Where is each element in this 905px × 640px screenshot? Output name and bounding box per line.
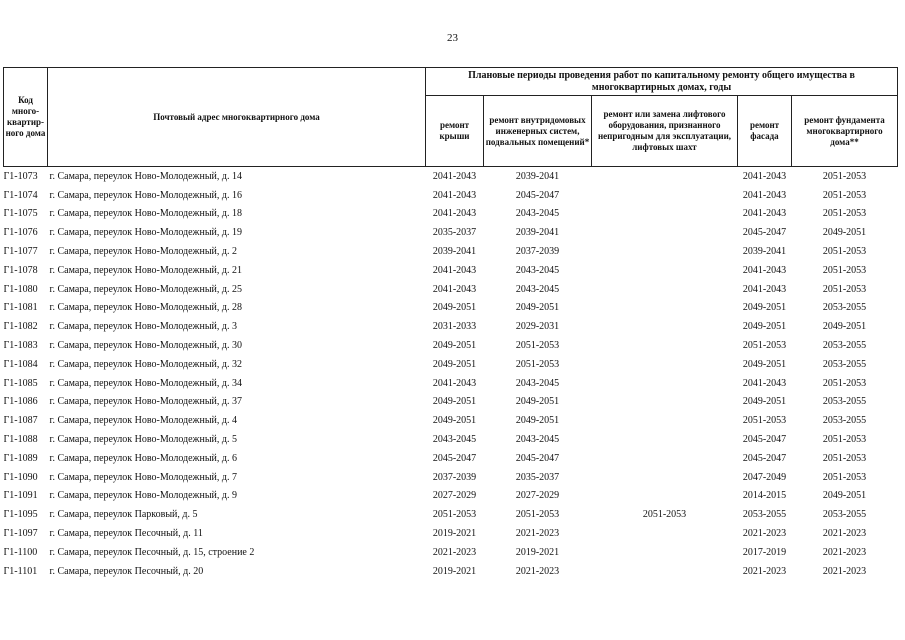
address-cell: г. Самара, переулок Ново-Молодежный, д. 28 xyxy=(49,302,242,314)
facade-cell: 2039-2041 xyxy=(742,246,787,258)
elevator-cell xyxy=(592,543,738,562)
roof-cell: 2049-2051 xyxy=(432,340,477,352)
address-cell: г. Самара, переулок Ново-Молодежный, д. 3 xyxy=(49,321,237,333)
table-row xyxy=(4,223,898,242)
code-cell: Г1-1089 xyxy=(3,452,38,464)
code-cell: Г1-1085 xyxy=(3,377,38,389)
elevator-cell xyxy=(592,411,738,430)
table-row xyxy=(4,505,898,524)
systems-cell: 2021-2023 xyxy=(515,565,560,577)
systems-cell: 2039-2041 xyxy=(515,170,560,182)
code-cell: Г1-1077 xyxy=(3,246,38,258)
facade-cell: 2017-2019 xyxy=(742,546,787,558)
table-row xyxy=(4,562,898,581)
facade-cell: 2041-2043 xyxy=(742,170,787,182)
elevator-cell xyxy=(592,261,738,280)
table-row xyxy=(4,167,898,186)
repair-schedule-table xyxy=(3,67,898,581)
address-cell: г. Самара, переулок Ново-Молодежный, д. 19 xyxy=(49,227,242,239)
code-cell: Г1-1101 xyxy=(3,565,38,577)
header-address: Почтовый адрес многоквартирного дома xyxy=(48,68,426,167)
systems-cell: 2043-2045 xyxy=(515,434,560,446)
code-cell: Г1-1082 xyxy=(3,321,38,333)
address-cell: г. Самара, переулок Ново-Молодежный, д. 6 xyxy=(49,452,237,464)
code-cell: Г1-1074 xyxy=(3,189,38,201)
code-cell: Г1-1095 xyxy=(3,509,38,521)
address-cell: г. Самара, переулок Песочный, д. 20 xyxy=(49,565,204,577)
roof-cell: 2041-2043 xyxy=(432,208,477,220)
elevator-cell xyxy=(592,167,738,186)
foundation-cell: 2049-2051 xyxy=(822,321,867,333)
address-cell: г. Самара, переулок Ново-Молодежный, д. 30 xyxy=(49,340,242,352)
systems-cell: 2051-2053 xyxy=(515,340,560,352)
facade-cell: 2041-2043 xyxy=(742,264,787,276)
address-cell: г. Самара, переулок Песочный, д. 15, строение 2 xyxy=(49,546,255,558)
table-row xyxy=(4,261,898,280)
facade-cell: 2047-2049 xyxy=(742,471,787,483)
elevator-cell xyxy=(592,242,738,261)
code-cell: Г1-1091 xyxy=(3,490,38,502)
address-cell: г. Самара, переулок Ново-Молодежный, д. 25 xyxy=(49,283,242,295)
address-cell: г. Самара, переулок Ново-Молодежный, д. 14 xyxy=(49,170,242,182)
roof-cell: 2019-2021 xyxy=(432,565,477,577)
elevator-cell xyxy=(592,562,738,581)
foundation-cell: 2049-2051 xyxy=(822,227,867,239)
foundation-cell: 2051-2053 xyxy=(822,434,867,446)
elevator-cell xyxy=(592,186,738,205)
address-cell: г. Самара, переулок Ново-Молодежный, д. 32 xyxy=(49,358,242,370)
table-row xyxy=(4,430,898,449)
code-cell: Г1-1076 xyxy=(3,227,38,239)
facade-cell: 2021-2023 xyxy=(742,565,787,577)
table-row xyxy=(4,524,898,543)
systems-cell: 2043-2045 xyxy=(515,377,560,389)
elevator-cell xyxy=(592,355,738,374)
roof-cell: 2037-2039 xyxy=(432,471,477,483)
foundation-cell: 2051-2053 xyxy=(822,264,867,276)
foundation-cell: 2053-2055 xyxy=(822,415,867,427)
table-row xyxy=(4,449,898,468)
systems-cell: 2029-2031 xyxy=(515,321,560,333)
foundation-cell: 2051-2053 xyxy=(822,189,867,201)
systems-cell: 2051-2053 xyxy=(515,358,560,370)
address-cell: г. Самара, переулок Песочный, д. 11 xyxy=(49,528,203,540)
roof-cell: 2021-2023 xyxy=(432,546,477,558)
roof-cell: 2041-2043 xyxy=(432,189,477,201)
header-systems: ремонт внутридомовых инженерных систем, подвальных помещений* xyxy=(484,96,592,167)
facade-cell: 2041-2043 xyxy=(742,377,787,389)
table-row xyxy=(4,487,898,506)
table-row xyxy=(4,242,898,261)
elevator-cell xyxy=(592,487,738,506)
elevator-cell xyxy=(592,374,738,393)
code-cell: Г1-1086 xyxy=(3,396,38,408)
address-cell: г. Самара, переулок Ново-Молодежный, д. 4 xyxy=(49,415,237,427)
elevator-cell: 2051-2053 xyxy=(642,509,687,521)
table-row xyxy=(4,543,898,562)
systems-cell: 2019-2021 xyxy=(515,546,560,558)
foundation-cell: 2051-2053 xyxy=(822,283,867,295)
table-row xyxy=(4,317,898,336)
facade-cell: 2045-2047 xyxy=(742,452,787,464)
table-row xyxy=(4,205,898,224)
facade-cell: 2041-2043 xyxy=(742,189,787,201)
foundation-cell: 2051-2053 xyxy=(822,452,867,464)
systems-cell: 2027-2029 xyxy=(515,490,560,502)
foundation-cell: 2053-2055 xyxy=(822,358,867,370)
facade-cell: 2049-2051 xyxy=(742,321,787,333)
address-cell: г. Самара, переулок Ново-Молодежный, д. 5 xyxy=(49,434,237,446)
elevator-cell xyxy=(592,468,738,487)
table-row xyxy=(4,393,898,412)
address-cell: г. Самара, переулок Парковый, д. 5 xyxy=(49,509,198,521)
address-cell: г. Самара, переулок Ново-Молодежный, д. 18 xyxy=(49,208,242,220)
page-number: 23 xyxy=(447,32,458,44)
roof-cell: 2039-2041 xyxy=(432,246,477,258)
elevator-cell xyxy=(592,299,738,318)
elevator-cell xyxy=(592,205,738,224)
roof-cell: 2049-2051 xyxy=(432,358,477,370)
code-cell: Г1-1084 xyxy=(3,358,38,370)
code-cell: Г1-1073 xyxy=(3,170,38,182)
facade-cell: 2049-2051 xyxy=(742,358,787,370)
roof-cell: 2041-2043 xyxy=(432,377,477,389)
systems-cell: 2049-2051 xyxy=(515,302,560,314)
header-elevator: ремонт или замена лифтового оборудования, признанного непригодным для эксплуатации, лифтовых шахт xyxy=(592,96,738,167)
elevator-cell xyxy=(592,317,738,336)
address-cell: г. Самара, переулок Ново-Молодежный, д. 7 xyxy=(49,471,237,483)
elevator-cell xyxy=(592,430,738,449)
systems-cell: 2043-2045 xyxy=(515,208,560,220)
roof-cell: 2045-2047 xyxy=(432,452,477,464)
systems-cell: 2045-2047 xyxy=(515,452,560,464)
foundation-cell: 2053-2055 xyxy=(822,340,867,352)
foundation-cell: 2049-2051 xyxy=(822,490,867,502)
foundation-cell: 2053-2055 xyxy=(822,396,867,408)
code-cell: Г1-1090 xyxy=(3,471,38,483)
table-body xyxy=(4,167,898,581)
address-cell: г. Самара, переулок Ново-Молодежный, д. 21 xyxy=(49,264,242,276)
facade-cell: 2053-2055 xyxy=(742,509,787,521)
facade-cell: 2049-2051 xyxy=(742,396,787,408)
foundation-cell: 2051-2053 xyxy=(822,377,867,389)
systems-cell: 2039-2041 xyxy=(515,227,560,239)
table-row xyxy=(4,299,898,318)
address-cell: г. Самара, переулок Ново-Молодежный, д. 2 xyxy=(49,246,237,258)
address-cell: г. Самара, переулок Ново-Молодежный, д. 16 xyxy=(49,189,242,201)
roof-cell: 2027-2029 xyxy=(432,490,477,502)
roof-cell: 2043-2045 xyxy=(432,434,477,446)
address-cell: г. Самара, переулок Ново-Молодежный, д. 37 xyxy=(49,396,242,408)
foundation-cell: 2021-2023 xyxy=(822,565,867,577)
foundation-cell: 2051-2053 xyxy=(822,471,867,483)
foundation-cell: 2021-2023 xyxy=(822,528,867,540)
elevator-cell xyxy=(592,524,738,543)
systems-cell: 2043-2045 xyxy=(515,264,560,276)
header-facade: ремонт фасада xyxy=(738,96,792,167)
code-cell: Г1-1080 xyxy=(3,283,38,295)
roof-cell: 2041-2043 xyxy=(432,264,477,276)
code-cell: Г1-1078 xyxy=(3,264,38,276)
roof-cell: 2051-2053 xyxy=(432,509,477,521)
code-cell: Г1-1097 xyxy=(3,528,38,540)
roof-cell: 2035-2037 xyxy=(432,227,477,239)
header-periods-group: Плановые периоды проведения работ по капитальному ремонту общего имущества в многоквартирных домах, годы xyxy=(426,68,898,96)
systems-cell: 2049-2051 xyxy=(515,396,560,408)
foundation-cell: 2051-2053 xyxy=(822,208,867,220)
elevator-cell xyxy=(592,336,738,355)
table-row xyxy=(4,374,898,393)
elevator-cell xyxy=(592,223,738,242)
elevator-cell xyxy=(592,280,738,299)
roof-cell: 2019-2021 xyxy=(432,528,477,540)
facade-cell: 2045-2047 xyxy=(742,434,787,446)
systems-cell: 2037-2039 xyxy=(515,246,560,258)
table-row xyxy=(4,186,898,205)
table-row xyxy=(4,411,898,430)
roof-cell: 2049-2051 xyxy=(432,302,477,314)
roof-cell: 2041-2043 xyxy=(432,170,477,182)
code-cell: Г1-1088 xyxy=(3,434,38,446)
foundation-cell: 2053-2055 xyxy=(822,509,867,521)
roof-cell: 2041-2043 xyxy=(432,283,477,295)
facade-cell: 2051-2053 xyxy=(742,415,787,427)
facade-cell: 2014-2015 xyxy=(742,490,787,502)
header-code: Код много-квартир-ного дома xyxy=(4,68,48,167)
header-roof: ремонт крыши xyxy=(426,96,484,167)
table-row xyxy=(4,468,898,487)
facade-cell: 2049-2051 xyxy=(742,302,787,314)
table-row xyxy=(4,280,898,299)
table-row xyxy=(4,355,898,374)
code-cell: Г1-1075 xyxy=(3,208,38,220)
address-cell: г. Самара, переулок Ново-Молодежный, д. 34 xyxy=(49,377,242,389)
header-foundation: ремонт фундамента многоквартирного дома** xyxy=(792,96,898,167)
code-cell: Г1-1100 xyxy=(3,546,38,558)
code-cell: Г1-1081 xyxy=(3,302,38,314)
facade-cell: 2041-2043 xyxy=(742,208,787,220)
code-cell: Г1-1087 xyxy=(3,415,38,427)
foundation-cell: 2021-2023 xyxy=(822,546,867,558)
facade-cell: 2051-2053 xyxy=(742,340,787,352)
foundation-cell: 2051-2053 xyxy=(822,170,867,182)
facade-cell: 2021-2023 xyxy=(742,528,787,540)
systems-cell: 2043-2045 xyxy=(515,283,560,295)
roof-cell: 2049-2051 xyxy=(432,396,477,408)
facade-cell: 2041-2043 xyxy=(742,283,787,295)
foundation-cell: 2051-2053 xyxy=(822,246,867,258)
systems-cell: 2021-2023 xyxy=(515,528,560,540)
elevator-cell xyxy=(592,449,738,468)
systems-cell: 2051-2053 xyxy=(515,509,560,521)
code-cell: Г1-1083 xyxy=(3,340,38,352)
systems-cell: 2049-2051 xyxy=(515,415,560,427)
facade-cell: 2045-2047 xyxy=(742,227,787,239)
roof-cell: 2031-2033 xyxy=(432,321,477,333)
systems-cell: 2045-2047 xyxy=(515,189,560,201)
table-row xyxy=(4,336,898,355)
address-cell: г. Самара, переулок Ново-Молодежный, д. 9 xyxy=(49,490,237,502)
foundation-cell: 2053-2055 xyxy=(822,302,867,314)
systems-cell: 2035-2037 xyxy=(515,471,560,483)
elevator-cell xyxy=(592,393,738,412)
roof-cell: 2049-2051 xyxy=(432,415,477,427)
